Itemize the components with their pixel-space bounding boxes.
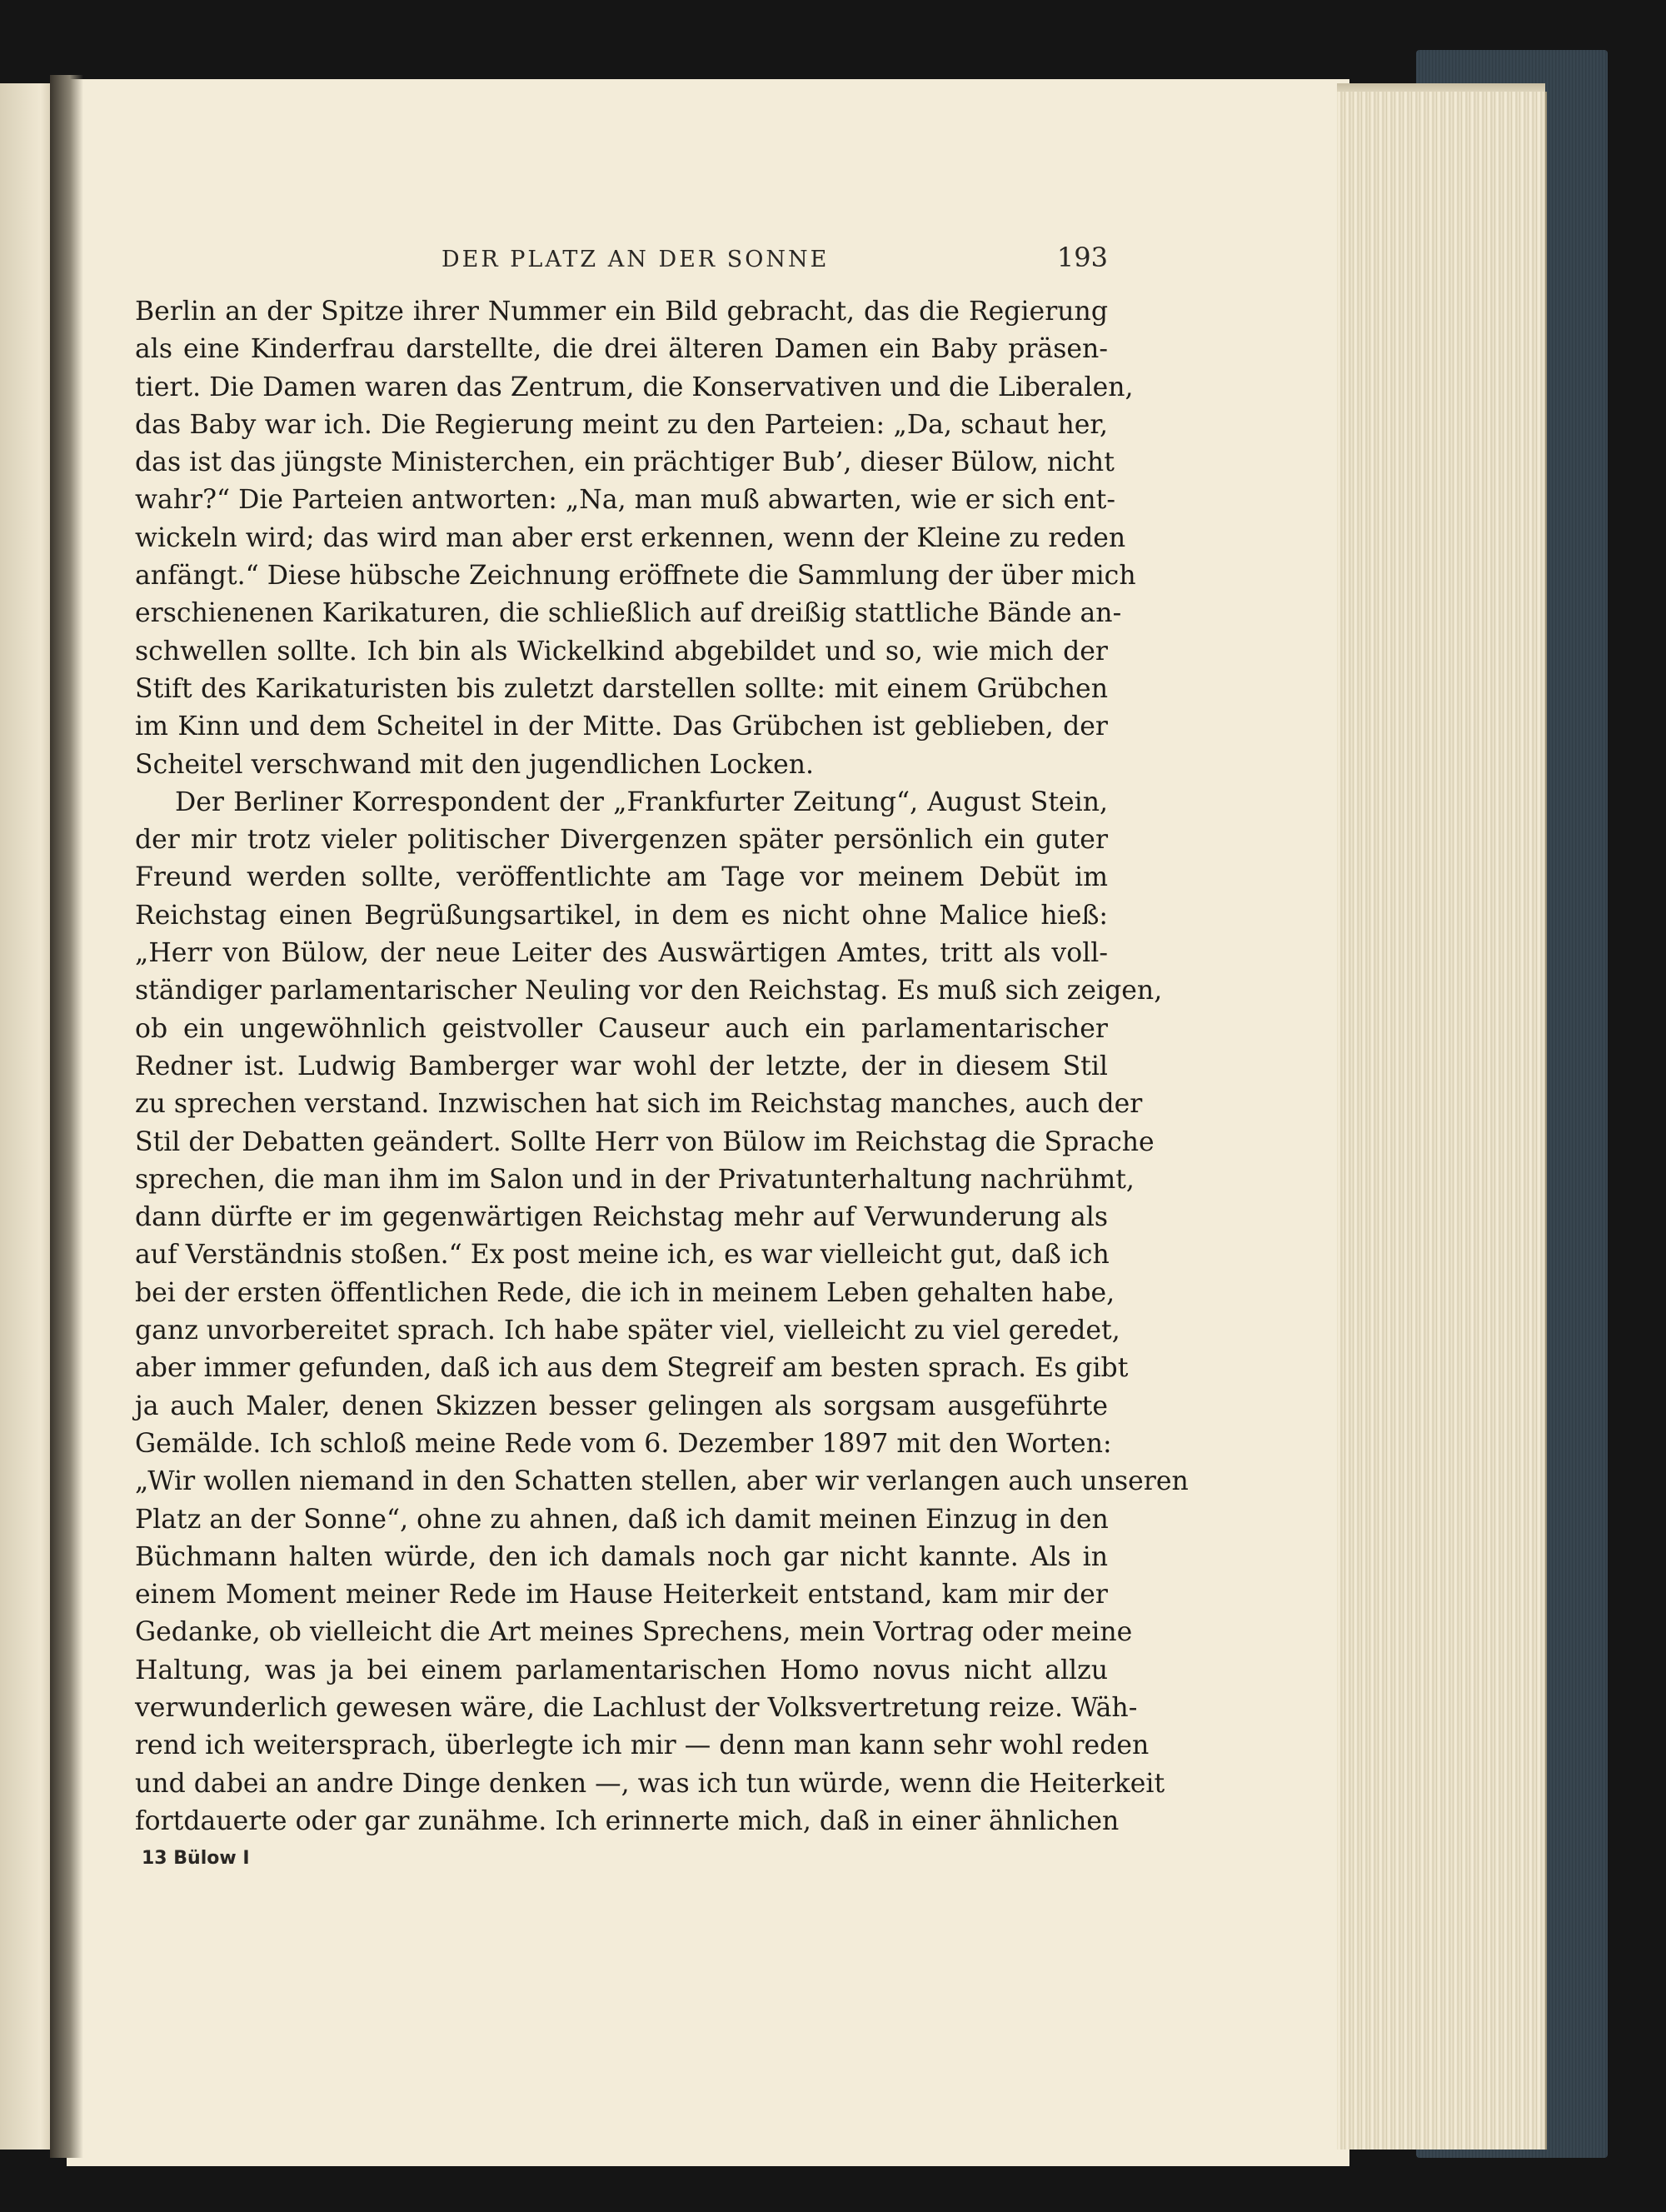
running-head xyxy=(133,242,1108,283)
text-line: Gemälde. Ich schloß meine Rede vom 6. Dezember 1897 mit den Worten: xyxy=(135,1428,1112,1459)
text-line: Haltung, was ja bei einem parlamentarischen Homo novus nicht allzu xyxy=(135,1655,1108,1685)
text-line: Stift des Karikaturisten bis zuletzt darstellen sollte: mit einem Grübchen xyxy=(135,673,1108,704)
text-line: Reichstag einen Begrüßungsartikel, in dem es nicht ohne Malice hieß: xyxy=(135,900,1108,931)
text-line: tiert. Die Damen waren das Zentrum, die Konservativen und die Liberalen, xyxy=(135,372,1134,402)
text-line: bei der ersten öffentlichen Rede, die ich in meinem Leben gehalten habe, xyxy=(135,1277,1115,1308)
spine-shadow xyxy=(50,75,83,2158)
text-line: Büchmann halten würde, den ich damals noch gar nicht kannte. Als in xyxy=(135,1541,1108,1572)
text-line: ja auch Maler, denen Skizzen besser gelingen als sorgsam ausgeführte xyxy=(135,1391,1108,1421)
text-line: rend ich weitersprach, überlegte ich mir — denn man kann sehr wohl reden xyxy=(135,1730,1150,1761)
body-text xyxy=(135,293,1189,1840)
text-line: aber immer gefunden, daß ich aus dem Stegreif am besten sprach. Es gibt xyxy=(135,1353,1129,1384)
text-line: einem Moment meiner Rede im Hause Heiterkeit entstand, kam mir der xyxy=(135,1580,1108,1610)
text-line: wahr?“ Die Parteien antworten: „Na, man muß abwarten, wie er sich ent- xyxy=(135,485,1115,516)
text-line: wickeln wird; das wird man aber erst erkennen, wenn der Kleine zu reden xyxy=(135,522,1126,553)
text-line: und dabei an andre Dinge denken —, was ich tun würde, wenn die Heiterkeit xyxy=(135,1768,1165,1799)
text-line: Stil der Debatten geändert. Sollte Herr von Bülow im Reichstag die Sprache xyxy=(135,1126,1155,1157)
text-line: anfängt.“ Diese hübsche Zeichnung eröffnete die Sammlung der über mich xyxy=(135,561,1136,592)
text-line: auf Verständnis stoßen.“ Ex post meine ich, es war vielleicht gut, daß ich xyxy=(135,1240,1110,1271)
text-line: ständiger parlamentarischer Neuling vor den Reichstag. Es muß sich zeigen, xyxy=(135,976,1163,1006)
text-line: „Herr von Bülow, der neue Leiter des Auswärtigen Amtes, tritt als voll- xyxy=(135,938,1108,969)
page-stack-edges xyxy=(1337,92,1547,2150)
text-line: sprechen, die man ihm im Salon und in der Privatunterhaltung nachrühmt, xyxy=(135,1164,1135,1195)
paragraph xyxy=(135,784,1189,1840)
text-line: Redner ist. Ludwig Bamberger war wohl der letzte, der in diesem Stil xyxy=(135,1051,1108,1081)
text-line: verwunderlich gewesen wäre, die Lachlust der Volksvertretung reize. Wäh- xyxy=(135,1692,1138,1723)
text-line: schwellen sollte. Ich bin als Wickelkind abgebildet und so, wie mich der xyxy=(135,636,1108,667)
text-line: im Kinn und dem Scheitel in der Mitte. Das Grübchen ist geblieben, der xyxy=(135,712,1108,742)
text-line: ganz unvorbereitet sprach. Ich habe später viel, vielleicht zu viel geredet, xyxy=(135,1316,1120,1346)
running-head-title: DER PLATZ AN DER SONNE xyxy=(441,247,830,272)
text-line: dann dürfte er im gegenwärtigen Reichstag mehr auf Verwunderung als xyxy=(135,1202,1108,1233)
text-line: fortdauerte oder gar zunähme. Ich erinnerte mich, daß in einer ähnlichen xyxy=(135,1805,1120,1836)
text-line: der mir trotz vieler politischer Divergenzen später persönlich ein guter xyxy=(135,825,1108,856)
text-line: das ist das jüngste Ministerchen, ein prächtiger Bub’, dieser Bülow, nicht xyxy=(135,447,1115,478)
text-line: Gedanke, ob vielleicht die Art meines Sprechens, mein Vortrag oder meine xyxy=(135,1617,1133,1648)
text-line: Freund werden sollte, veröffentlichte am Tage vor meinem Debüt im xyxy=(135,862,1108,893)
printer-signature: 13 Bülow I xyxy=(142,1848,250,1869)
text-line: Platz an der Sonne“, ohne zu ahnen, daß ich damit meinen Einzug in den xyxy=(135,1504,1109,1535)
text-line: Berlin an der Spitze ihrer Nummer ein Bild gebracht, das die Regierung xyxy=(135,297,1108,327)
paragraph xyxy=(135,293,1136,784)
text-line: das Baby war ich. Die Regierung meint zu den Parteien: „Da, schaut her, xyxy=(135,409,1108,440)
text-line: zu sprechen verstand. Inzwischen hat sich im Reichstag manches, auch der xyxy=(135,1089,1143,1120)
text-line: Der Berliner Korrespondent der „Frankfurter Zeitung“, August Stein, xyxy=(175,786,1108,817)
text-line: ob ein ungewöhnlich geistvoller Causeur auch ein parlamentarischer xyxy=(135,1013,1108,1044)
text-line: als eine Kinderfrau darstellte, die drei älteren Damen ein Baby präsen- xyxy=(135,334,1108,365)
text-line: Scheitel verschwand mit den jugendlichen Locken. xyxy=(135,749,815,780)
page-number: 193 xyxy=(1056,242,1108,273)
text-line: „Wir wollen niemand in den Schatten stellen, aber wir verlangen auch unseren xyxy=(135,1466,1189,1497)
text-line: erschienenen Karikaturen, die schließlich auf dreißig stattliche Bände an- xyxy=(135,598,1122,629)
